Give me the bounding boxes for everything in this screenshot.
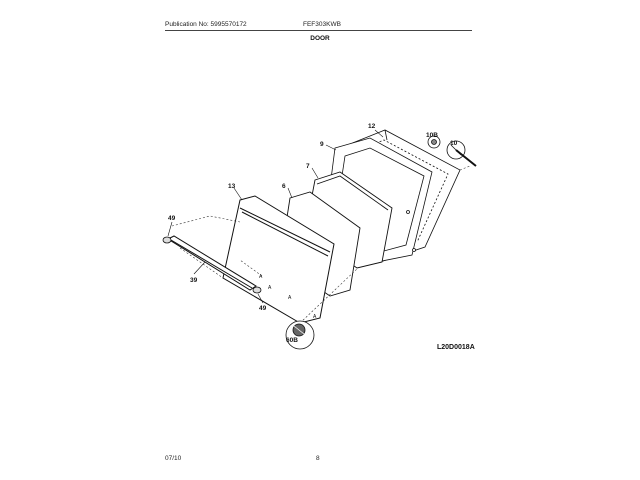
callout-13: 13 (228, 183, 236, 190)
callout-10b: 10B (426, 132, 438, 139)
marker-a-3: A (288, 295, 292, 301)
handle-end-cap-right (253, 287, 261, 293)
handle-end-cap-left (163, 237, 171, 243)
callout-49-right: 49 (259, 305, 267, 312)
screw-60b-detail (286, 321, 314, 349)
callout-6: 6 (282, 183, 286, 190)
marker-a-4: A (313, 314, 317, 320)
page-number: 8 (316, 455, 320, 462)
callout-12: 12 (368, 123, 376, 130)
section-title: DOOR (310, 35, 330, 42)
callout-39: 39 (190, 277, 198, 284)
callout-60b: 60B (286, 337, 298, 344)
model-number: FEF303KWB (303, 21, 341, 28)
marker-a-1: A (259, 274, 263, 280)
callout-10: 10 (450, 140, 458, 147)
publication-number: Publication No: 5995570172 (165, 21, 247, 28)
marker-a-2: A (268, 285, 272, 291)
footer-date: 07/10 (165, 455, 182, 462)
diagram-code: L20D0018A (437, 344, 475, 351)
callout-9: 9 (320, 141, 324, 148)
callout-49-left: 49 (168, 215, 176, 222)
callout-7: 7 (306, 163, 310, 170)
